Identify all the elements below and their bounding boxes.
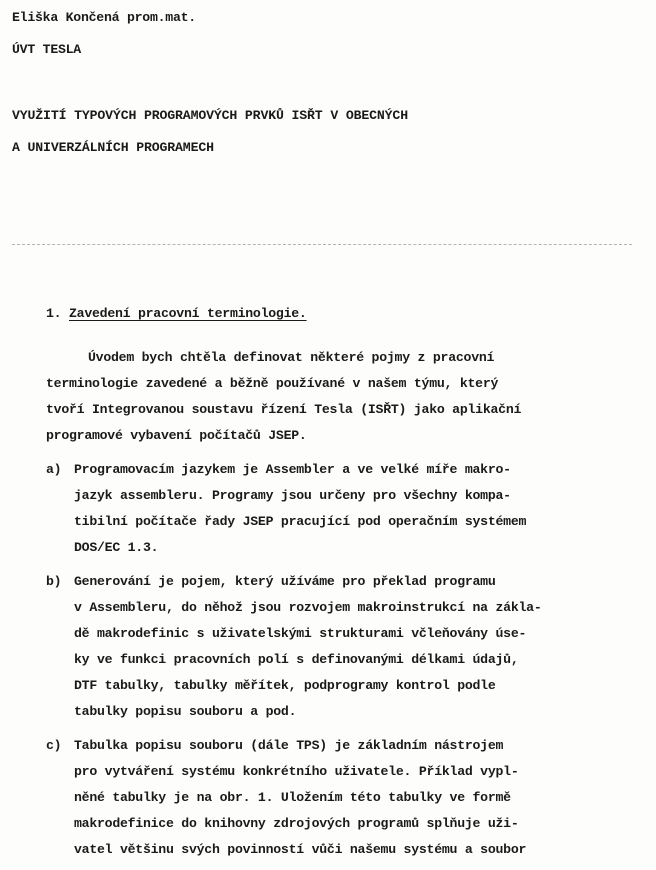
- intro-line-4: programové vybavení počítačů JSEP.: [46, 428, 307, 443]
- item-a-line-2: jazyk assembleru. Programy jsou určeny pro všechny kompa-: [74, 488, 511, 503]
- author-line: Eliška Končená prom.mat.: [12, 10, 196, 25]
- dotted-separator: [12, 244, 632, 245]
- item-a-line-4: DOS/EC 1.3.: [74, 540, 159, 555]
- item-c-line-1: Tabulka popisu souboru (dále TPS) je základním nástrojem: [74, 738, 504, 753]
- intro-line-2: terminologie zavedené a běžně používané v našem týmu, který: [46, 376, 499, 391]
- item-b-line-6: tabulky popisu souboru a pod.: [74, 704, 297, 719]
- item-a-label: a): [46, 462, 62, 477]
- item-b-line-3: dě makrodefinic s uživatelskými strukturami včleňovány úse-: [74, 626, 527, 641]
- item-a-line-1: Programovacím jazykem je Assembler a ve velké míře makro-: [74, 462, 511, 477]
- item-c-line-2: pro vytváření systému konkrétního uživatele. Příklad vypl-: [74, 764, 519, 779]
- item-b-line-2: v Assembleru, do něhož jsou rozvojem makroinstrukcí na zákla-: [74, 600, 542, 615]
- item-b-line-1: Generování je pojem, který užíváme pro překlad programu: [74, 574, 496, 589]
- intro-line-1: Úvodem bych chtěla definovat některé pojmy z pracovní: [88, 350, 495, 365]
- organization-line: ÚVT TESLA: [12, 42, 81, 57]
- item-b-label: b): [46, 574, 62, 589]
- item-c-line-4: makrodefinice do knihovny zdrojových programů splňuje uži-: [74, 816, 519, 831]
- item-c-line-5: vatel většinu svých povinností vůči našemu systému a soubor: [74, 842, 527, 857]
- intro-line-3: tvoří Integrovanou soustavu řízení Tesla (ISŘT) jako aplikační: [46, 402, 522, 417]
- section-number: 1.: [46, 306, 62, 321]
- item-c-line-3: něné tabulky je na obr. 1. Uložením této tabulky ve formě: [74, 790, 511, 805]
- section-heading: [46, 306, 307, 322]
- item-b-line-4: ky ve funkci pracovních polí s definovanými délkami údajů,: [74, 652, 519, 667]
- item-a-line-3: tibilní počítače řady JSEP pracující pod operačním systémem: [74, 514, 527, 529]
- section-title: Zavedení pracovní terminologie.: [69, 306, 307, 321]
- item-b-line-5: DTF tabulky, tabulky měřítek, podprogramy kontrol podle: [74, 678, 496, 693]
- item-c-label: c): [46, 738, 62, 753]
- document-title-line-1: VYUŽITÍ TYPOVÝCH PROGRAMOVÝCH PRVKŮ ISŘT V OBECNÝCH: [12, 108, 408, 123]
- document-title-line-2: A UNIVERZÁLNÍCH PROGRAMECH: [12, 140, 214, 155]
